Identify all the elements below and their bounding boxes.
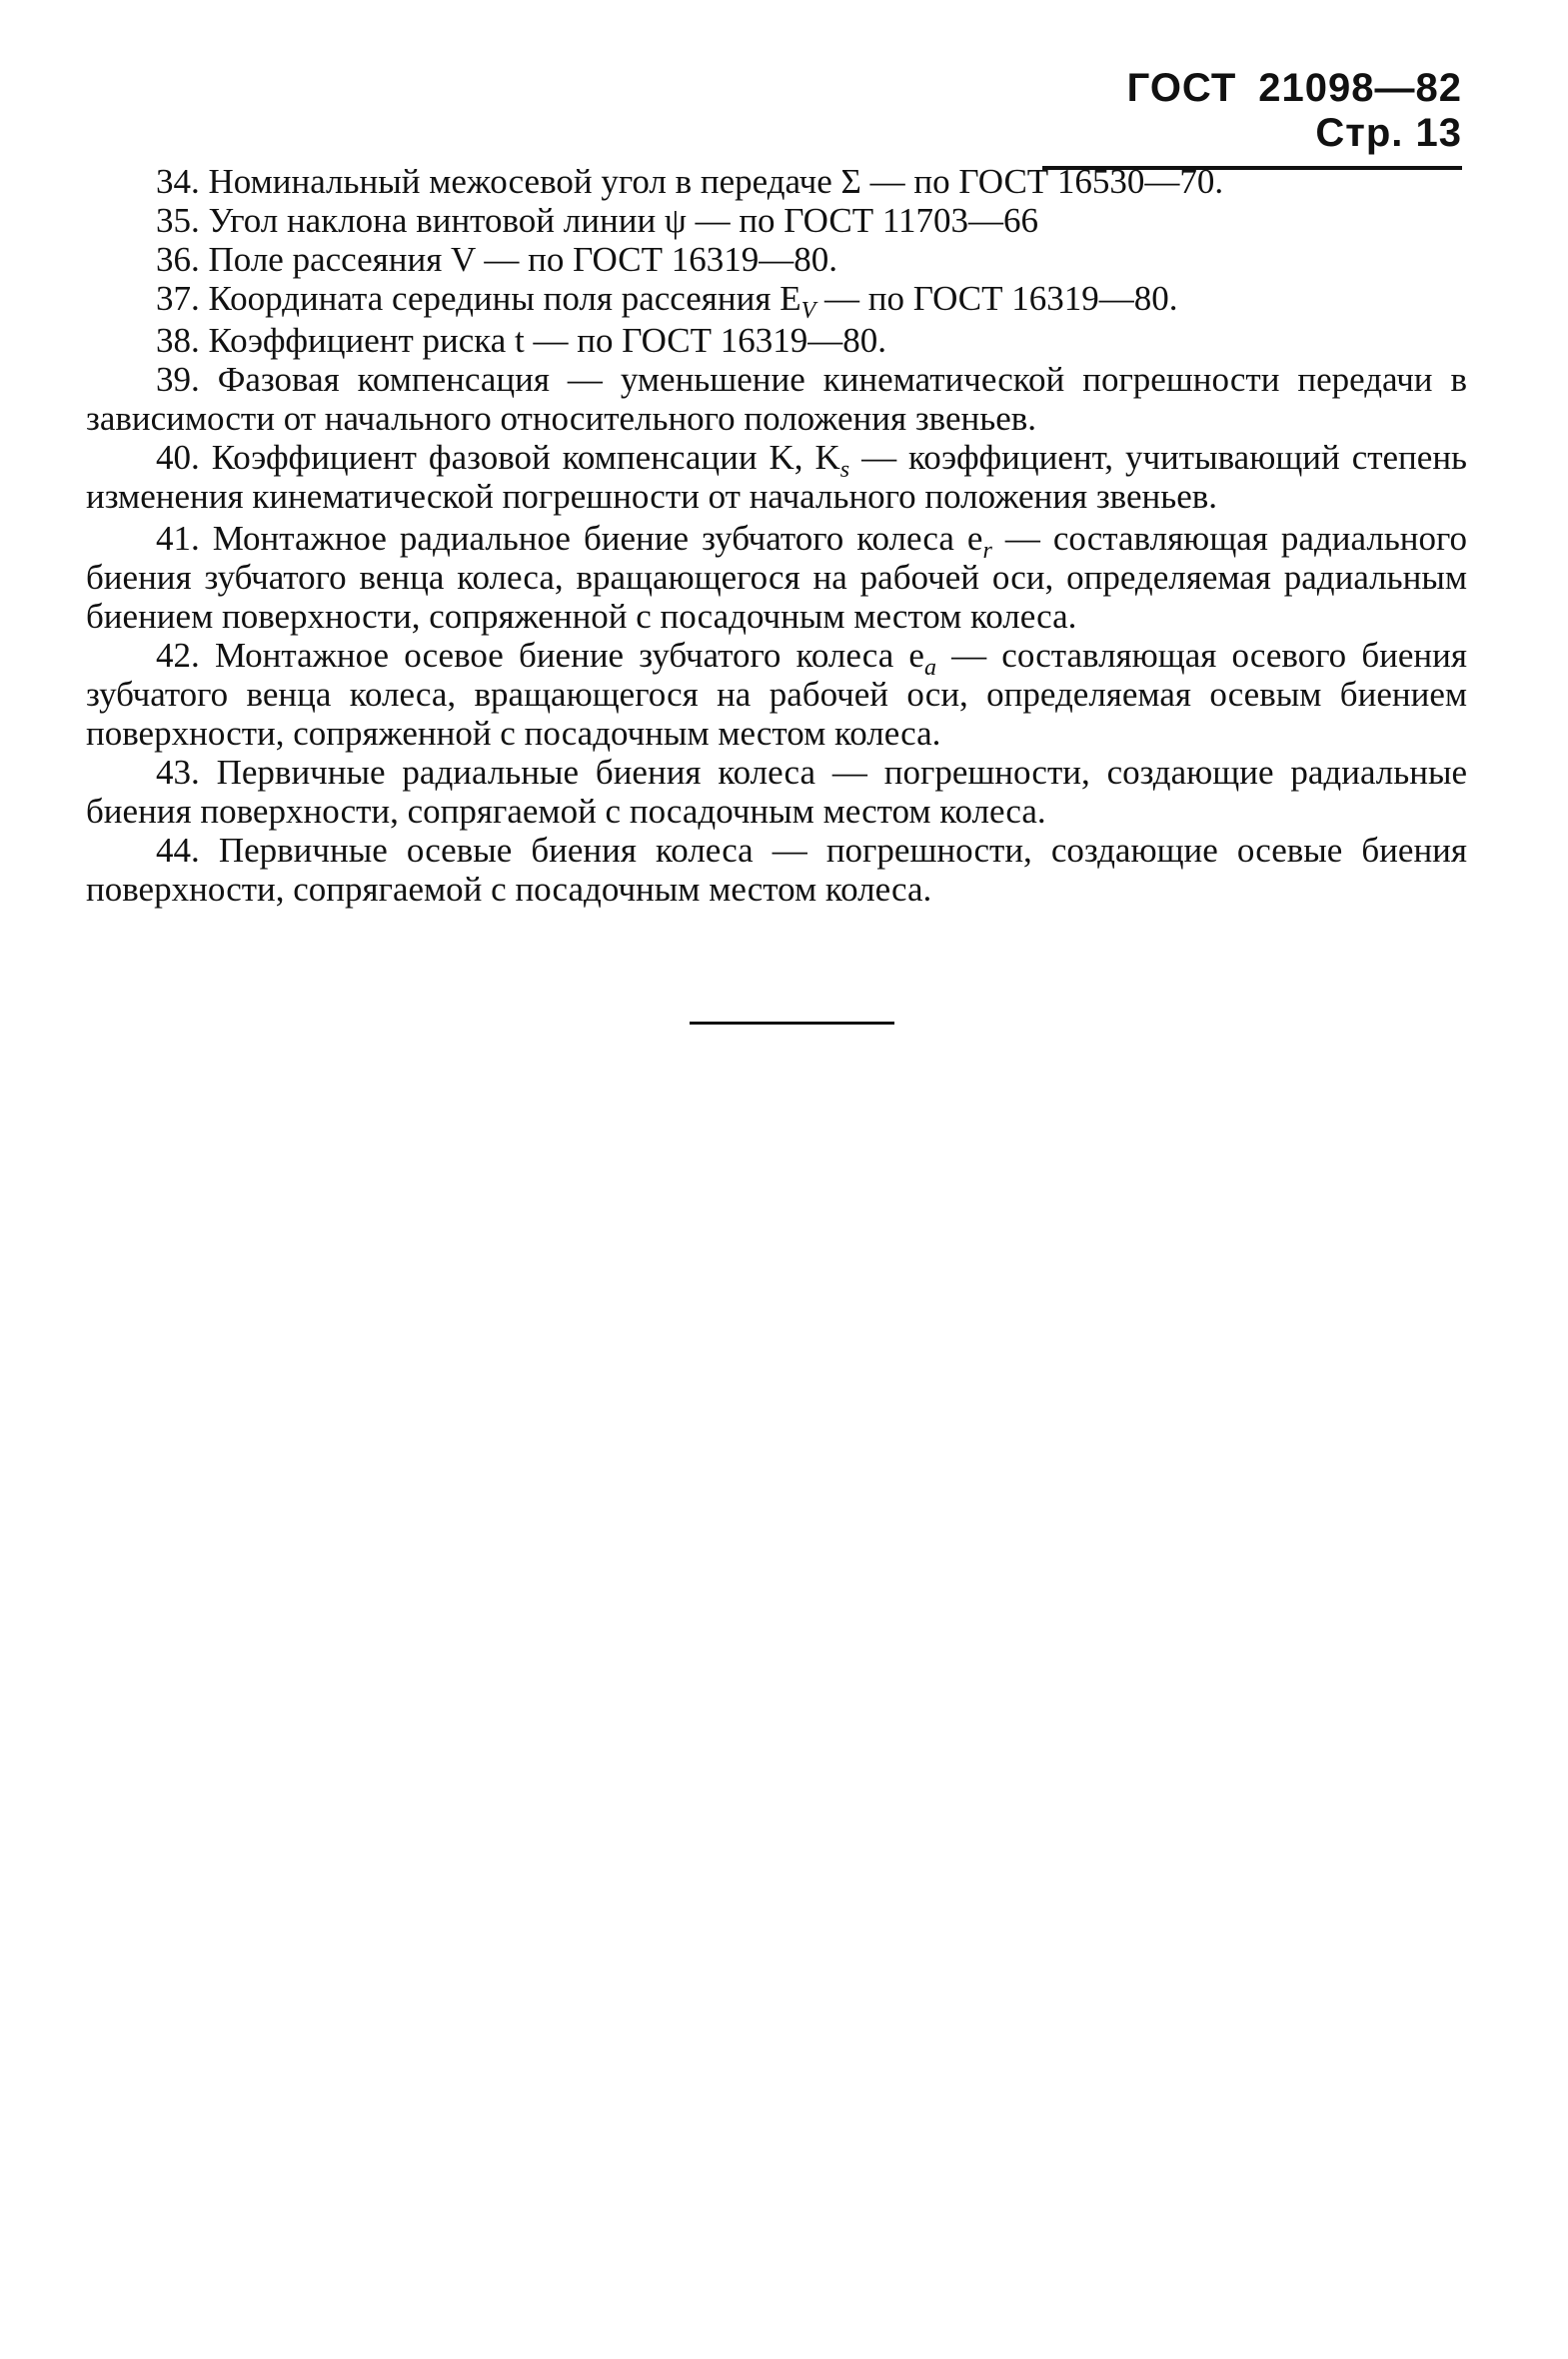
term-number: 44. [156,831,200,870]
term-text: Коэффициент риска t — по ГОСТ 16319—80. [208,321,887,360]
term-39 [86,360,1467,438]
term-38 [86,321,1467,360]
header-standard: ГОСТ [1126,66,1237,110]
term-number: 39. [156,360,200,399]
term-text-post: — коэффициент, учитывающий степень изменения кинематической погрешности от начального положения звеньев. [86,438,1468,516]
term-text: Фазовая компенсация — уменьшение кинематической погрешности передачи в зависимости от начального относительного положения звеньев. [86,360,1468,438]
term-text: Поле рассеяния V — по ГОСТ 16319—80. [208,240,837,279]
term-number: 36. [156,240,200,279]
term-number: 35. [156,201,200,240]
term-number: 43. [156,753,200,792]
term-subscript: V [800,298,816,324]
end-of-section-rule [690,1022,894,1025]
term-43 [86,753,1467,831]
term-text-pre: Монтажное осевое биение зубчатого колеса e [214,636,924,675]
term-number: 34. [156,162,200,201]
term-text: Номинальный межосевой угол в передаче Σ — по ГОСТ 16530—70. [208,162,1224,201]
term-34 [86,162,1467,201]
term-44 [86,831,1467,909]
term-text-post: — составляющая радиального биения зубчатого венца колеса, вращающегося на рабочей оси, определяемая радиальным биением поверхности, сопряженной с посадочным местом колеса. [86,519,1467,636]
page-header [1042,66,1462,170]
header-page-label: Стр. 13 [1315,111,1462,155]
term-subscript: a [923,655,936,681]
term-number: 42. [156,636,200,675]
term-text: Первичные радиальные биения колеса — погрешности, создающие радиальные биения поверхности, сопрягаемой с посадочным местом колеса. [86,753,1467,831]
term-36 [86,240,1467,279]
term-text-pre: Коэффициент фазовой компенсации K, K [211,438,840,477]
term-41 [86,519,1467,636]
term-number: 41. [156,519,200,558]
header-number: 21098—82 [1258,66,1462,110]
term-number: 40. [156,438,200,477]
term-text-post: — составляющая осевого биения зубчатого венца колеса, вращающегося на рабочей оси, определяемая осевым биением поверхности, сопряженной с посадочным местом колеса. [86,636,1467,753]
term-text: Угол наклона винтовой линии ψ — по ГОСТ 11703—66 [208,201,1039,240]
term-35 [86,201,1467,240]
term-number: 38. [156,321,200,360]
term-subscript: s [839,457,850,483]
term-text: Первичные осевые биения колеса — погрешности, создающие осевые биения поверхности, сопрягаемой с посадочным местом колеса. [86,831,1468,909]
term-37 [86,279,1467,324]
term-text-pre: Монтажное радиальное биение зубчатого колеса e [212,519,983,558]
term-40 [86,438,1467,516]
term-text-post: — по ГОСТ 16319—80. [815,279,1178,318]
term-number: 37. [156,279,200,318]
term-42 [86,636,1467,753]
term-subscript: r [982,538,992,564]
term-text-pre: Координата середины поля рассеяния E [208,279,801,318]
document-body [86,162,1467,909]
